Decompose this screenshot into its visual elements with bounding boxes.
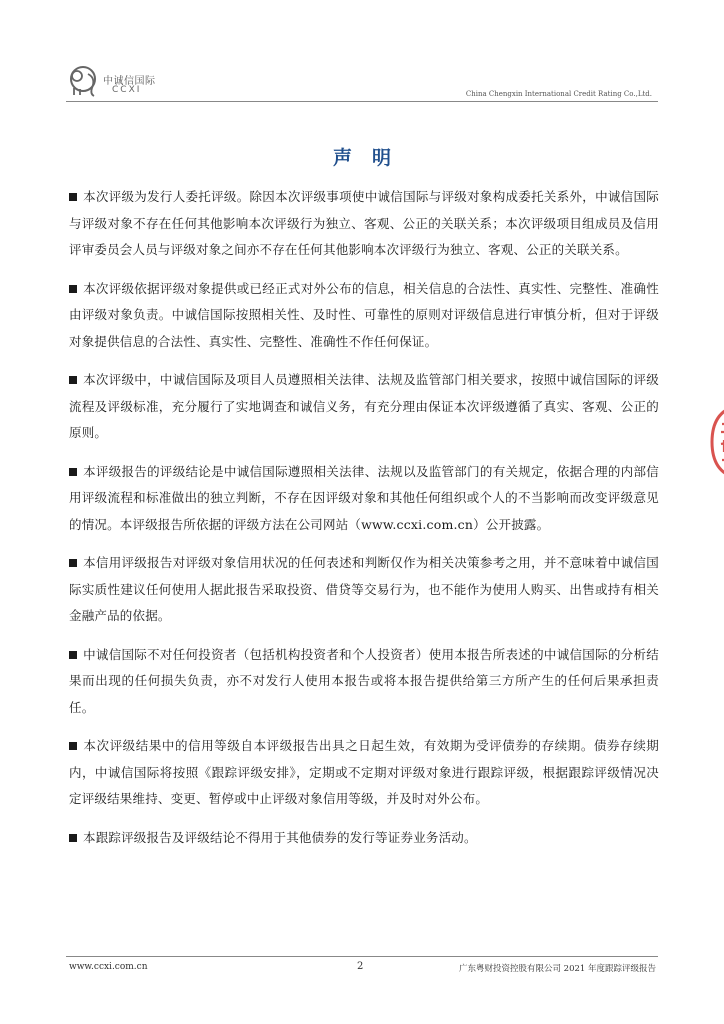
square-bullet-icon (69, 742, 77, 750)
paragraph-text: 本次评级结果中的信用等级自本评级报告出具之日起生效，有效期为受评债券的存续期。债券存续期内，中诚信国际将按照《跟踪评级安排》，定期或不定期对评级对象进行跟踪评级，根据跟踪评级情况决定评级结果维持、变更、暂停或中止评级对象信用等级，并及时对外公布。 (69, 738, 659, 806)
footer-report-name: 广东粤财投资控股有限公司 2021 年度跟踪评级报告 (458, 964, 656, 974)
square-bullet-icon (69, 559, 77, 567)
paragraph-text: 本次评级为发行人委托评级。除因本次评级事项使中诚信国际与评级对象构成委托关系外，中诚信国际与评级对象不存在任何其他影响本次评级行为独立、客观、公正的关联关系；本次评级项目组成员及信用评审委员会人员与评级对象之间亦不存在任何其他影响本次评级行为独立、客观、公正的关联关系。 (69, 189, 659, 257)
header-divider (66, 101, 658, 102)
square-bullet-icon (69, 651, 77, 659)
statement-paragraph (69, 367, 659, 447)
square-bullet-icon (69, 468, 77, 476)
footer-divider (66, 956, 658, 957)
page-title: 声明 (332, 147, 411, 169)
logo-english-name: CCXI (112, 85, 142, 95)
statement-body (69, 184, 659, 863)
square-bullet-icon (69, 285, 77, 293)
footer-website: www.ccxi.com.cn (69, 962, 148, 972)
statement-paragraph (69, 459, 659, 539)
header-company-name: China Chengxin International Credit Rating Co.,Ltd. (465, 90, 652, 98)
paragraph-text: 本跟踪评级报告及评级结论不得用于其他债券的发行等证券业务活动。 (83, 829, 477, 845)
statement-paragraph (69, 825, 659, 852)
statement-paragraph (69, 276, 659, 356)
paragraph-text: 本次评级依据评级对象提供或已经正式对外公布的信息，相关信息的合法性、真实性、完整性、准确性由评级对象负责。中诚信国际按照相关性、及时性、可靠性的原则对评级信息进行审慎分析，但对于评级对象提供信息的合法性、真实性、完整性、准确性不作任何保证。 (69, 280, 659, 349)
paragraph-text: 本信用评级报告对评级对象信用状况的任何表述和判断仅作为相关决策参考之用，并不意味着中诚信国际实质性建议任何使用人据此报告采取投资、借贷等交易行为，也不能作为使用人购买、出售或持有相关金融产品的依据。 (69, 555, 659, 623)
statement-paragraph (69, 184, 659, 264)
red-seal-stamp-icon (708, 402, 724, 482)
statement-paragraph (69, 642, 659, 722)
statement-paragraph (69, 550, 659, 630)
paragraph-text: 中诚信国际不对任何投资者（包括机构投资者和个人投资者）使用本报告所表述的中诚信国际的分析结果而出现的任何损失负责，亦不对发行人使用本报告或将本报告提供给第三方所产生的任何后果承担责任。 (69, 646, 659, 715)
ccxi-logo (66, 64, 176, 104)
square-bullet-icon (69, 193, 77, 201)
paragraph-text: 本评级报告的评级结论是中诚信国际遵照相关法律、法规以及监管部门的有关规定，依据合理的内部信用评级流程和标准做出的独立判断，不存在因评级对象和其他任何组织或个人的不当影响而改变评级意见的情况。本评级报告所依据的评级方法在公司网站（www.ccxi.com.cn）公开披露。 (69, 463, 659, 532)
paragraph-text: 本次评级中，中诚信国际及项目人员遵照相关法律、法规及监管部门相关要求，按照中诚信国际的评级流程及评级标准，充分履行了实地调查和诚信义务，有充分理由保证本次评级遵循了真实、客观、公正的原则。 (69, 372, 659, 440)
elephant-logo-icon (66, 64, 102, 98)
square-bullet-icon (69, 834, 77, 842)
square-bullet-icon (69, 376, 77, 384)
logo-chinese-name: 中诚信国际 (103, 76, 156, 87)
statement-paragraph (69, 733, 659, 813)
footer-page-number: 2 (357, 961, 364, 972)
